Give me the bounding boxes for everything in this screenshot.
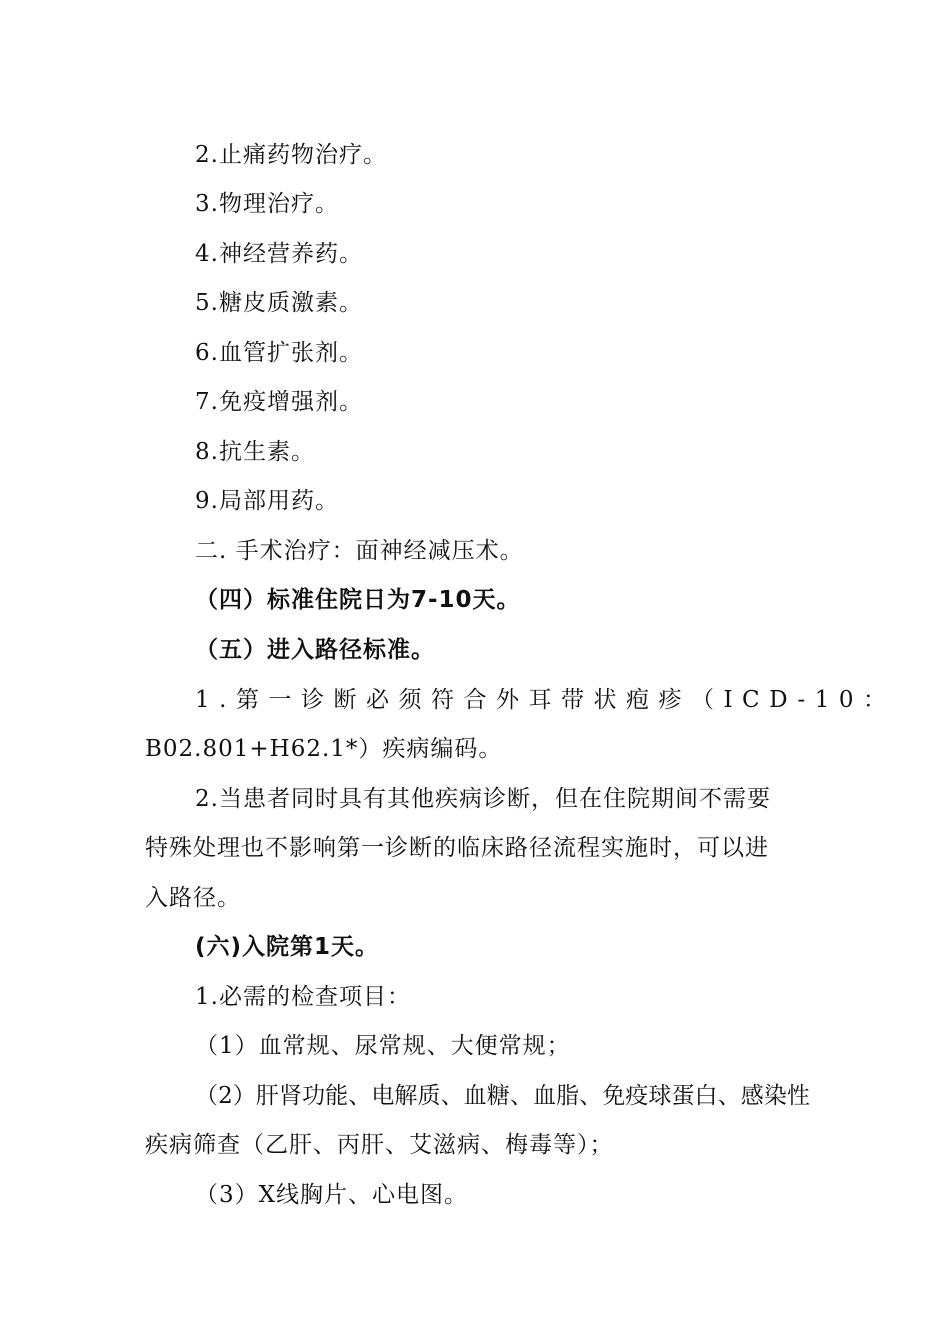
list-item: 5.糖皮质激素。	[195, 290, 363, 316]
list-item: （1）血常规、尿常规、大便常规；	[195, 1033, 571, 1059]
section-heading-4: （四）标准住院日为7-10天。	[195, 587, 521, 613]
paragraph-line: B02.801+H62.1*）疾病编码。	[145, 736, 503, 762]
paragraph-line: 1.必需的检查项目：	[195, 984, 411, 1010]
list-item: 疾病筛查（乙肝、丙肝、艾滋病、梅毒等）；	[145, 1132, 614, 1158]
list-item: （3）X线胸片、心电图。	[195, 1182, 469, 1208]
list-item: 2.止痛药物治疗。	[195, 142, 387, 168]
list-item: 3.物理治疗。	[195, 191, 339, 217]
list-item: 6.血管扩张剂。	[195, 340, 363, 366]
paragraph-surgery: 二. 手术治疗：面神经减压术。	[195, 538, 524, 564]
paragraph-line: 入路径。	[145, 885, 241, 911]
paragraph-line: 2.当患者同时具有其他疾病诊断，但在住院期间不需要	[195, 786, 771, 812]
section-heading-6: (六)入院第1天。	[195, 934, 380, 960]
list-item: 8.抗生素。	[195, 439, 315, 465]
list-item: 4.神经营养药。	[195, 241, 363, 267]
section-heading-5: （五）进入路径标准。	[195, 637, 435, 663]
list-item: 9.局部用药。	[195, 488, 339, 514]
list-item: （2）肝肾功能、电解质、血糖、血脂、免疫球蛋白、感染性	[195, 1083, 810, 1109]
list-item: 7.免疫增强剂。	[195, 389, 363, 415]
paragraph-line: 特殊处理也不影响第一诊断的临床路径流程实施时，可以进	[145, 835, 769, 861]
paragraph-line: 1.第一诊断必须符合外耳带状疱疹（ICD-10：	[195, 687, 896, 713]
